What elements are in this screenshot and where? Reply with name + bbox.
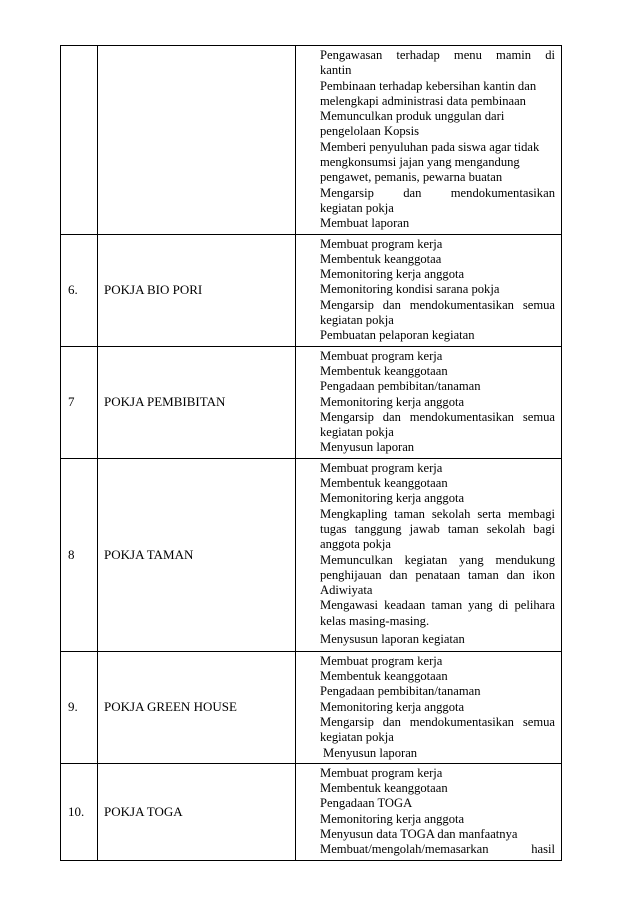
task-line: Menyusun laporan [323, 745, 418, 760]
task-list [296, 234, 562, 346]
task-list [296, 458, 562, 651]
task-line: Adiwiyata [320, 583, 373, 598]
task-line: Pengadaan pembibitan/tanaman [320, 379, 481, 394]
task-line: melengkapi administrasi data pembinaan [320, 93, 526, 108]
task-line: Menyusun laporan [320, 440, 415, 455]
task-line: Memberi penyuluhan pada siswa agar tidak [320, 139, 540, 154]
task-line: Membuat laporan [320, 216, 410, 231]
table-row [61, 46, 562, 235]
row-number: 7 [61, 346, 98, 458]
task-line: Pengadaan TOGA [320, 796, 413, 811]
task-line: Memonitoring kerja anggota [320, 267, 465, 282]
task-line: Memonitoring kerja anggota [320, 699, 465, 714]
task-line: Membentuk keanggotaan [320, 363, 448, 378]
task-line: Membuat program kerja [320, 348, 443, 363]
task-list [296, 763, 562, 860]
task-line: Mengawasi keadaan taman yang di pelihara [320, 598, 555, 613]
task-line: Mengarsip dan mendokumentasikan semua [320, 409, 555, 424]
task-line: Mengarsip dan mendokumentasikan semua [320, 297, 555, 312]
table-row [61, 346, 562, 458]
row-number [61, 46, 98, 235]
pokja-name: POKJA PEMBIBITAN [98, 346, 296, 458]
task-line: kelas masing-masing. [320, 613, 430, 628]
table-row [61, 458, 562, 651]
task-line: kegiatan pokja [320, 313, 394, 328]
task-line: Mengarsip dan mendokumentasikan [320, 185, 555, 200]
task-line: Pengawasan terhadap menu mamin di [320, 48, 555, 62]
task-line: Menysusun laporan kegiatan [320, 631, 465, 646]
table-row [61, 651, 562, 763]
row-number: 9. [61, 651, 98, 763]
task-line: Membuat program kerja [320, 653, 443, 668]
task-line: mengkonsumsi jajan yang mengandung [320, 155, 520, 170]
pokja-name: POKJA TAMAN [98, 458, 296, 651]
task-list [296, 651, 562, 763]
task-line: kegiatan pokja [320, 425, 394, 440]
task-line: Menyusun data TOGA dan manfaatnya [320, 826, 518, 841]
pokja-name: POKJA GREEN HOUSE [98, 651, 296, 763]
task-line: Memunculkan kegiatan yang mendukung [320, 552, 555, 567]
task-line: kegiatan pokja [320, 730, 394, 745]
task-line: Membuat program kerja [320, 236, 443, 251]
task-line: Memonitoring kerja anggota [320, 811, 465, 826]
row-number: 10. [61, 763, 98, 860]
row-number: 6. [61, 234, 98, 346]
task-line: Memonitoring kerja anggota [320, 491, 465, 506]
task-line: Pembuatan pelaporan kegiatan [320, 328, 475, 343]
pokja-name: POKJA BIO PORI [98, 234, 296, 346]
task-line: Membuat program kerja [320, 460, 443, 475]
task-line: Membentuk keanggotaan [320, 669, 448, 684]
task-list [296, 346, 562, 458]
task-line: Membentuk keanggotaan [320, 476, 448, 491]
task-line: anggota pokja [320, 537, 391, 552]
task-line: Membentuk keanggotaan [320, 781, 448, 796]
task-line: kantin [320, 63, 352, 78]
pokja-name: POKJA TOGA [98, 763, 296, 860]
task-line: pengawet, pemanis, pewarna buatan [320, 170, 503, 185]
task-line: Mengarsip dan mendokumentasikan semua [320, 714, 555, 729]
task-line: Membuat/mengolah/memasarkan hasil [320, 842, 555, 857]
row-number: 8 [61, 458, 98, 651]
table-row [61, 763, 562, 860]
task-line: Pengadaan pembibitan/tanaman [320, 684, 481, 699]
pokja-name [98, 46, 296, 235]
task-line: Memonitoring kerja anggota [320, 394, 465, 409]
task-line: Membentuk keanggotaa [320, 251, 442, 266]
task-list [296, 46, 562, 235]
task-line: Memunculkan produk unggulan dari [320, 109, 505, 124]
task-line: Mengkapling taman sekolah serta membagi [320, 506, 555, 521]
task-line: Memonitoring kondisi sarana pokja [320, 282, 500, 297]
task-line: Pembinaan terhadap kebersihan kantin dan [320, 78, 537, 93]
task-line: Membuat program kerja [320, 765, 443, 780]
task-line: kegiatan pokja [320, 200, 394, 215]
pokja-table [60, 45, 562, 861]
table-row [61, 234, 562, 346]
task-line: pengelolaan Kopsis [320, 124, 419, 139]
task-line: tugas tanggung jawab taman sekolah bagi [320, 521, 555, 536]
task-line: penghijauan dan penataan taman dan ikon [320, 567, 555, 582]
